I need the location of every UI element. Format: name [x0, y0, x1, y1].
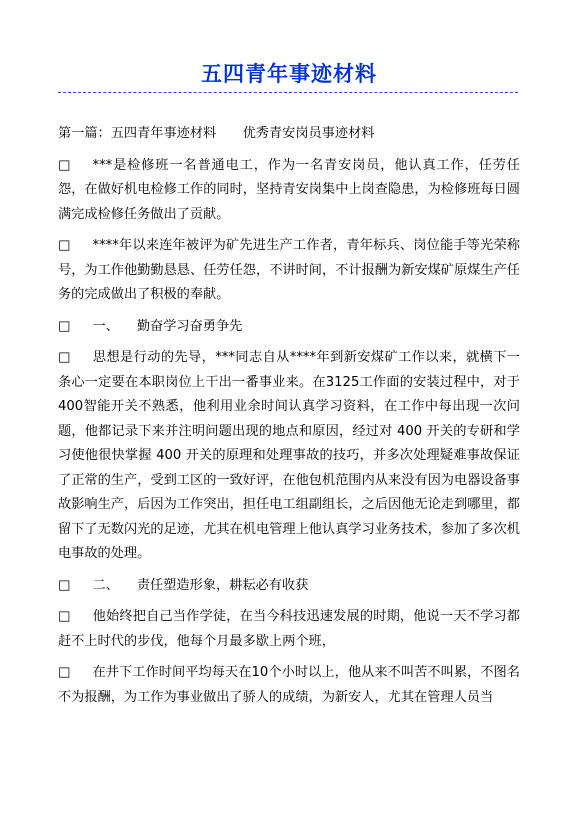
heading-text: 第一篇：五四青年事迹材料 优秀青安岗员事迹材料	[58, 126, 375, 141]
paragraph-text: 思想是行动的先导，***同志自从****年到新安煤矿工作以来，就横下一条心一定要在本职岗位上干出一番事业来。在3125工作面的安装过程中，对于400智能开关不熟悉，他利用业余时间认真学习资料，在工作中每出现一次问题，他都记录下来并注明问题出现的地点和原因，经过对 400 开关的专研和学习使他很快掌握 400 开关的原理和处理事故的技巧，并多次处理疑难事故保证了正常的生产，受到工区的一致好评，在他包机范围内从来没有因为电器设备事故影响生产，后因为工作突出，担任电工组副组长，之后因他无论走到哪里，都留下了无数闪光的足迹，尤其在机电管理上他认真学习业务技术，参加了多次机电事故的处理。	[58, 350, 520, 561]
paragraph-text: ***是检修班一名普通电工，作为一名青安岗员，他认真工作，任劳任怨，在做好机电检修工作的同时，坚持青安岗集中上岗查隐患，为检修班每日圆满完成检修任务做出了贡献。	[58, 157, 520, 222]
paragraph-4	[58, 605, 520, 654]
section-heading-2	[58, 315, 520, 340]
section-heading-1	[58, 122, 520, 147]
paragraph-text: 在井下工作时间平均每天在10个小时以上，他从来不叫苦不叫累，不图名不为报酬，为工作为事业做出了骄人的成绩，为新安人，尤其在管理人员当	[58, 665, 520, 705]
heading-text: 责任塑造形象，耕耘必有收获	[136, 577, 309, 593]
section-heading-3	[58, 574, 520, 599]
checkbox-glyph-icon: □	[58, 157, 71, 173]
paragraph-text: 他始终把自己当作学徒，在当今科技迅速发展的时期，他说一天不学习都赶不上时代的步伐，他每个月最多歇上两个班，	[58, 609, 520, 649]
document-body	[58, 122, 520, 717]
paragraph-2	[58, 234, 520, 308]
checkbox-glyph-icon: □	[58, 609, 71, 624]
checkbox-glyph-icon: □	[58, 318, 71, 334]
paragraph-3	[58, 346, 520, 567]
checkbox-glyph-icon: □	[58, 577, 71, 593]
checkbox-glyph-icon: □	[58, 238, 71, 253]
heading-number: 二、	[92, 577, 119, 593]
heading-number: 一、	[92, 318, 119, 334]
checkbox-glyph-icon: □	[58, 350, 71, 365]
heading-text: 勤奋学习奋勇争先	[136, 318, 243, 334]
paragraph-1	[58, 154, 520, 228]
checkbox-glyph-icon: □	[58, 665, 71, 680]
paragraph-5	[58, 661, 520, 710]
paragraph-text: ****年以来连年被评为矿先进生产工作者，青年标兵、岗位能手等光荣称号，为工作他勤勤恳恳、任劳任怨，不讲时间，不计报酬为新安煤矿原煤生产任务的完成做出了积极的奉献。	[58, 238, 520, 302]
document-title: 五四青年事迹材料	[201, 62, 377, 86]
title-divider	[58, 92, 518, 93]
